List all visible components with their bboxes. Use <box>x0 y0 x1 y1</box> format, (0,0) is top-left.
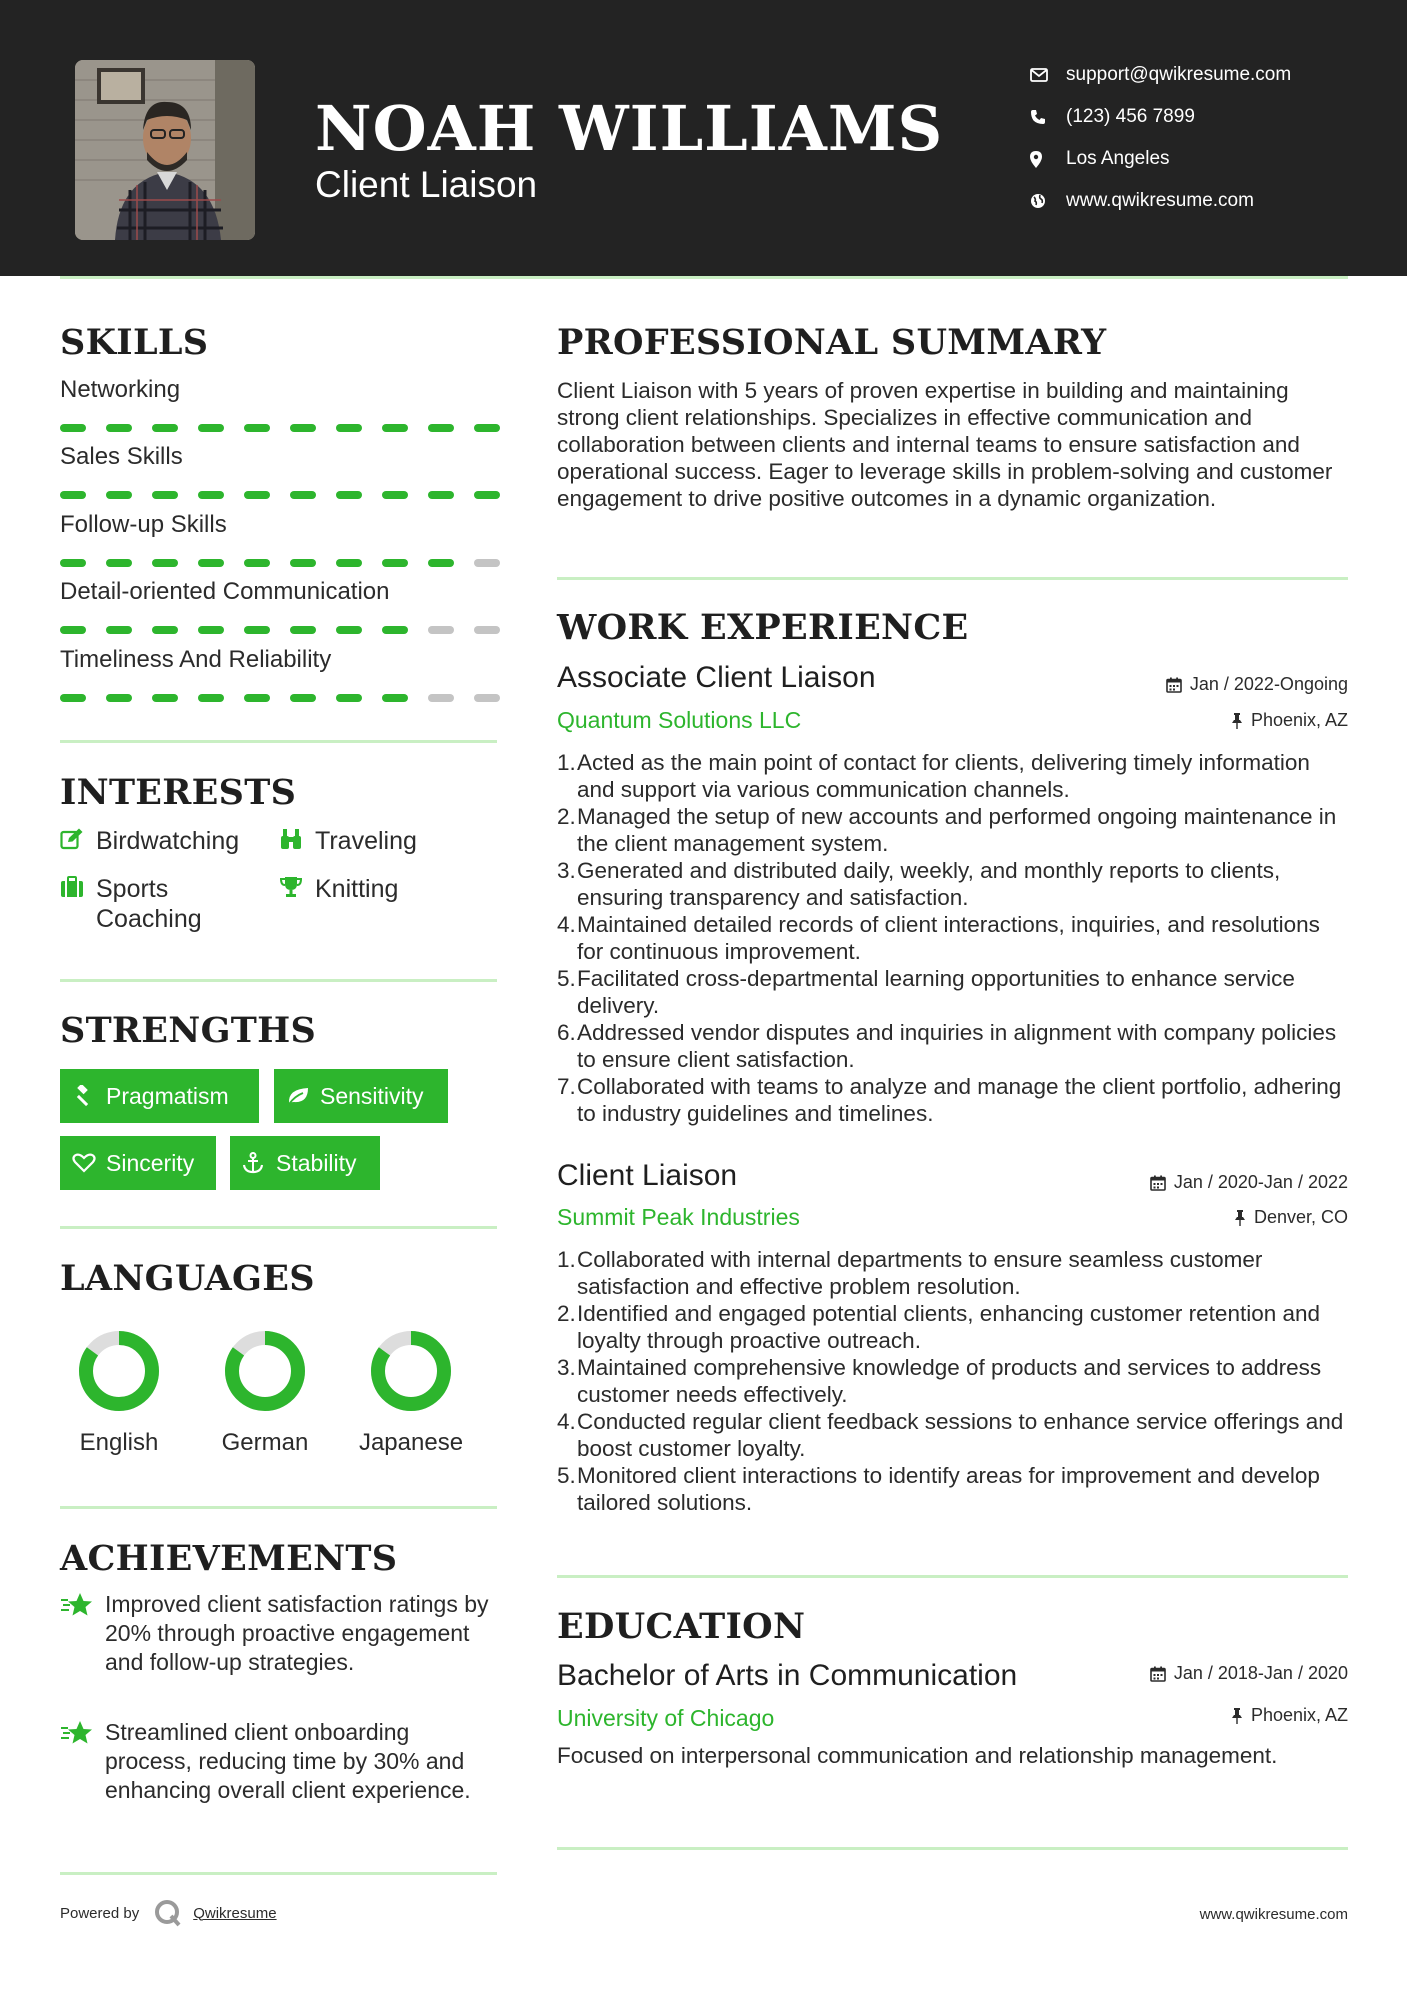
education-location <box>1231 1705 1348 1726</box>
achievement-text: Improved client satisfaction ratings by 20% through proactive engagement and follow-up strategies. <box>105 1591 489 1675</box>
powered-by-text: Powered by <box>60 1904 140 1922</box>
contact-phone[interactable] <box>1030 96 1291 138</box>
skill-dash <box>60 491 86 499</box>
job-bullet: 2. Identified and engaged potential clients, enhancing customer retention and loyalty through proactive outreach. <box>557 1301 1321 1353</box>
education-location-text: Phoenix, AZ <box>1250 1705 1348 1725</box>
job-location <box>1231 710 1348 731</box>
skill-dash <box>198 491 224 499</box>
leaf-icon <box>286 1086 320 1106</box>
strength-label: Sensitivity <box>320 1082 424 1109</box>
job-bullet: 2. Managed the setup of new accounts and performed ongoing maintenance in the client management system. <box>557 804 1337 856</box>
language-ring <box>369 1329 453 1413</box>
contact-email-text: support@qwikresume.com <box>1066 64 1292 85</box>
envelope-icon <box>1030 68 1066 82</box>
job-bullet: 7. Collaborated with teams to analyze and manage the client portfolio, adhering to industry guidelines and timelines. <box>557 1074 1342 1126</box>
skill-dash <box>474 491 500 499</box>
skills-title: SKILLS <box>60 322 209 363</box>
education-dates <box>1150 1663 1348 1684</box>
summary-title: PROFESSIONAL SUMMARY <box>557 322 1107 363</box>
language-item <box>59 1329 179 1457</box>
company-name: Summit Peak Industries <box>557 1204 800 1230</box>
star-icon <box>60 1718 105 1805</box>
skill-dash <box>290 491 316 499</box>
job-dates <box>1150 1172 1348 1193</box>
gavel-icon <box>72 1085 106 1107</box>
education-dates-text: Jan / 2018-Jan / 2020 <box>1173 1663 1348 1683</box>
strength-tag <box>60 1136 216 1190</box>
achievement-item <box>60 1590 500 1677</box>
skill-rating <box>60 694 500 703</box>
header <box>0 0 1407 276</box>
strength-label: Pragmatism <box>106 1082 229 1109</box>
education-title: EDUCATION <box>557 1606 806 1647</box>
school-name: University of Chicago <box>557 1705 775 1731</box>
achievement-item <box>60 1718 500 1805</box>
skill-dash <box>474 424 500 432</box>
skill-dash <box>290 559 316 567</box>
contact-location <box>1030 138 1291 180</box>
skill-name: Follow-up Skills <box>60 511 227 538</box>
interest-item <box>279 826 417 857</box>
skill-name: Detail-oriented Communication <box>60 578 390 605</box>
job-bullet: 4. Maintained detailed records of client interactions, inquiries, and resolutions for continuous improvement. <box>557 912 1320 964</box>
job-location-text: Denver, CO <box>1253 1207 1348 1227</box>
interest-item <box>60 874 260 934</box>
section-divider <box>557 577 1348 580</box>
strength-tag <box>274 1069 448 1123</box>
company-name: Quantum Solutions LLC <box>557 707 802 733</box>
binoculars-icon <box>279 826 315 857</box>
interest-label: Sports Coaching <box>96 875 202 933</box>
job-bullet: 3. Maintained comprehensive knowledge of products and services to address customer needs effectively. <box>557 1355 1322 1407</box>
summary-text: Client Liaison with 5 years of proven expertise in building and maintaining strong client relationships. Specializes in effective communication and collaboration between clients and internal teams to ensure satisfaction and operational success. Eager to leverage skills in problem-solving and customer engagement to drive positive outcomes in a dynamic organization. <box>557 378 1333 511</box>
skill-dash <box>428 626 454 634</box>
job-title: Associate Client Liaison <box>557 661 876 694</box>
interests-title: INTERESTS <box>60 772 297 813</box>
language-name: Japanese <box>358 1429 464 1456</box>
language-ring <box>77 1329 161 1413</box>
skill-dash <box>198 424 224 432</box>
calendar-icon <box>1150 1666 1166 1682</box>
strength-tag <box>230 1136 380 1190</box>
contact-list <box>1030 54 1291 222</box>
skill-dash <box>382 626 408 634</box>
skill-dash <box>106 424 132 432</box>
language-ring <box>223 1329 307 1413</box>
interest-item <box>60 826 239 857</box>
star-icon <box>60 1590 105 1677</box>
job-bullet: 4. Conducted regular client feedback sessions to enhance service offerings and boost customer loyalty. <box>557 1409 1344 1461</box>
skill-name: Networking <box>60 376 181 403</box>
job-title: Client Liaison <box>557 1159 738 1192</box>
skill-dash <box>382 424 408 432</box>
briefcase-icon <box>60 874 96 905</box>
anchor-icon <box>242 1152 276 1174</box>
section-divider <box>557 1575 1348 1578</box>
achievement-text: Streamlined client onboarding process, reducing time by 30% and enhancing overall client experience. <box>105 1719 471 1803</box>
skill-dash <box>382 559 408 567</box>
section-divider <box>60 740 497 743</box>
section-divider <box>60 1506 497 1509</box>
skill-dash <box>106 491 132 499</box>
skill-dash <box>428 424 454 432</box>
job-dates <box>1166 674 1348 695</box>
globe-icon <box>1030 193 1066 209</box>
skill-dash <box>198 626 224 634</box>
qwikresume-link[interactable]: Qwikresume <box>193 1904 277 1922</box>
skill-rating <box>60 559 500 568</box>
skill-dash <box>152 491 178 499</box>
skill-dash <box>152 626 178 634</box>
interest-label: Traveling <box>315 827 417 855</box>
job-bullets <box>557 1246 1352 1516</box>
job-bullet: 6. Addressed vendor disputes and inquiries in alignment with company policies to ensure client satisfaction. <box>557 1020 1337 1072</box>
skill-dash <box>198 694 224 702</box>
calendar-icon <box>1150 1175 1166 1191</box>
skill-dash <box>60 626 86 634</box>
qwikresume-logo-icon <box>153 1898 183 1928</box>
skill-rating <box>60 626 500 635</box>
education-description: Focused on interpersonal communication and relationship management. <box>557 1743 1278 1768</box>
skill-item <box>60 578 500 608</box>
section-divider <box>557 1847 1348 1850</box>
pushpin-icon <box>1231 713 1243 729</box>
job-bullet: 3. Generated and distributed daily, weekly, and monthly reports to clients, ensuring transparency and satisfaction. <box>557 858 1281 910</box>
contact-location-text: Los Angeles <box>1066 148 1170 169</box>
header-divider <box>60 276 1348 279</box>
job-bullet: 5. Monitored client interactions to identify areas for improvement and develop tailored solutions. <box>557 1463 1320 1515</box>
contact-website-text: www.qwikresume.com <box>1066 190 1254 211</box>
skill-dash <box>106 694 132 702</box>
skill-dash <box>336 559 362 567</box>
skill-dash <box>244 694 270 702</box>
contact-website[interactable] <box>1030 180 1291 222</box>
strengths-title: STRENGTHS <box>60 1010 317 1051</box>
skill-dash <box>152 694 178 702</box>
skill-dash <box>244 559 270 567</box>
skill-dash <box>60 694 86 702</box>
skill-dash <box>106 626 132 634</box>
phone-icon <box>1030 109 1066 125</box>
experience-title: WORK EXPERIENCE <box>557 607 969 648</box>
skill-dash <box>244 626 270 634</box>
candidate-role: Client Liaison <box>315 164 538 205</box>
interest-label: Knitting <box>315 875 399 903</box>
skill-dash <box>382 694 408 702</box>
skill-name: Timeliness And Reliability <box>60 646 332 673</box>
degree-title: Bachelor of Arts in Communication <box>557 1659 1018 1692</box>
job-dates-text: Jan / 2022-Ongoing <box>1189 674 1348 694</box>
language-item <box>351 1329 471 1457</box>
contact-email[interactable] <box>1030 54 1291 96</box>
skill-rating <box>60 424 500 433</box>
skill-dash <box>290 626 316 634</box>
job-location-text: Phoenix, AZ <box>1250 710 1348 730</box>
skill-dash <box>428 694 454 702</box>
skill-dash <box>106 559 132 567</box>
strength-label: Stability <box>276 1149 357 1176</box>
job-bullets <box>557 749 1352 1127</box>
strength-tag <box>60 1069 259 1123</box>
skill-name: Sales Skills <box>60 443 183 470</box>
section-divider <box>60 1872 497 1875</box>
skill-dash <box>60 559 86 567</box>
skill-item <box>60 511 500 541</box>
skill-dash <box>336 626 362 634</box>
skill-dash <box>428 559 454 567</box>
skill-item <box>60 443 500 473</box>
footer-website[interactable]: www.qwikresume.com <box>1199 1906 1348 1923</box>
job-dates-text: Jan / 2020-Jan / 2022 <box>1173 1172 1348 1192</box>
skill-dash <box>244 424 270 432</box>
skill-dash <box>336 491 362 499</box>
skill-dash <box>382 491 408 499</box>
interest-item <box>279 874 398 905</box>
job-location <box>1234 1207 1348 1228</box>
calendar-icon <box>1166 677 1182 693</box>
strength-label: Sincerity <box>106 1149 195 1176</box>
profile-photo <box>75 60 255 240</box>
section-divider <box>60 1226 497 1229</box>
contact-phone-text: (123) 456 7899 <box>1066 106 1195 127</box>
skill-dash <box>474 559 500 567</box>
skill-dash <box>244 491 270 499</box>
job-bullet: 1. Acted as the main point of contact for clients, delivering timely information and support via various communication channels. <box>557 750 1310 802</box>
skill-dash <box>198 559 224 567</box>
job-bullet: 1. Collaborated with internal departments to ensure seamless customer satisfaction and effective problem resolution. <box>557 1247 1263 1299</box>
skill-dash <box>152 424 178 432</box>
skill-item <box>60 646 500 676</box>
language-name: German <box>221 1429 309 1456</box>
edit-icon <box>60 826 96 857</box>
skill-dash <box>290 424 316 432</box>
skill-item <box>60 376 500 406</box>
skill-dash <box>336 424 362 432</box>
skill-rating <box>60 491 500 500</box>
trophy-icon <box>279 874 315 905</box>
skill-dash <box>474 694 500 702</box>
job-bullet: 5. Facilitated cross-departmental learning opportunities to enhance service delivery. <box>557 966 1295 1018</box>
skill-dash <box>336 694 362 702</box>
pushpin-icon <box>1231 1708 1243 1724</box>
skill-dash <box>152 559 178 567</box>
pushpin-icon <box>1234 1210 1246 1226</box>
footer-powered-by <box>60 1898 277 1928</box>
section-divider <box>60 979 497 982</box>
heart-icon <box>72 1153 106 1173</box>
skill-dash <box>290 694 316 702</box>
map-pin-icon <box>1030 151 1066 168</box>
achievements-title: ACHIEVEMENTS <box>60 1538 398 1579</box>
skill-dash <box>428 491 454 499</box>
language-name: English <box>79 1429 159 1456</box>
skill-dash <box>60 424 86 432</box>
languages-title: LANGUAGES <box>60 1258 315 1299</box>
language-item <box>205 1329 325 1457</box>
skill-dash <box>474 626 500 634</box>
interest-label: Birdwatching <box>96 827 240 855</box>
candidate-name: NOAH WILLIAMS <box>315 92 944 165</box>
